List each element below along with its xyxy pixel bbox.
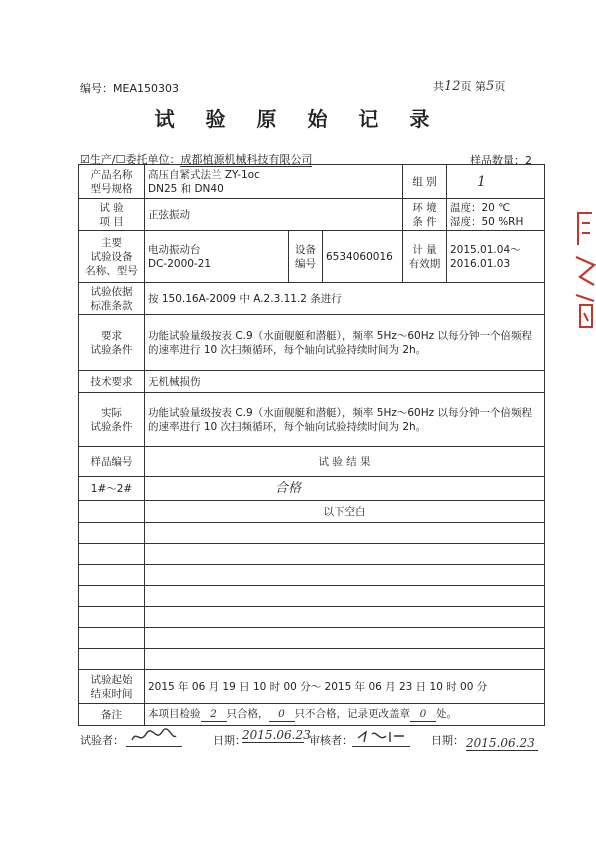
remark-text: 只不合格，记录更改盖章 bbox=[294, 708, 410, 720]
blank-cell bbox=[79, 523, 145, 544]
tech-requirement-value: 无机械损伤 bbox=[145, 371, 545, 393]
tech-requirement-label: 技术要求 bbox=[79, 371, 145, 393]
sample-no-label: 样品编号 bbox=[79, 447, 145, 477]
seal-mark bbox=[572, 205, 596, 345]
pages-prefix: 共 bbox=[433, 80, 444, 93]
page-title: 试 验 原 始 记 录 bbox=[154, 107, 442, 131]
entrust-checkbox: ☐ bbox=[115, 153, 126, 166]
product-label: 产品名称 型号规格 bbox=[79, 165, 145, 199]
tester-signature bbox=[126, 726, 182, 747]
blank-cell bbox=[79, 565, 145, 586]
time-label: 试验起始 结束时间 bbox=[79, 670, 145, 704]
group-label: 组 别 bbox=[403, 165, 447, 199]
blank-cell bbox=[79, 628, 145, 649]
pages-mid: 页 第 bbox=[460, 80, 487, 93]
blank-cell bbox=[79, 586, 145, 607]
result-label: 试 验 结 果 bbox=[145, 447, 545, 477]
pages-suffix: 页 bbox=[494, 80, 506, 93]
group-value: 1 bbox=[447, 165, 545, 199]
remark-value bbox=[145, 704, 545, 726]
validity-label: 计 量 有效期 bbox=[403, 231, 447, 283]
blank-cell bbox=[145, 607, 545, 628]
tester-label: 试验者： bbox=[80, 734, 124, 747]
blank-cell bbox=[145, 565, 545, 586]
test-item-value: 正弦振动 bbox=[145, 199, 403, 231]
page-number: 5 bbox=[486, 79, 495, 94]
sample-count: 样品数量：2 bbox=[470, 154, 532, 167]
equipment-label: 主要 试验设备 名称、型号 bbox=[79, 231, 145, 283]
production-label: 生产/ bbox=[89, 153, 116, 166]
actual-conditions-label: 实际 试验条件 bbox=[79, 393, 145, 447]
blank-cell bbox=[79, 607, 145, 628]
blank-cell bbox=[79, 544, 145, 565]
blank-cell bbox=[145, 649, 545, 670]
production-checkbox: ☑ bbox=[80, 153, 90, 166]
reviewer-signature bbox=[352, 726, 410, 747]
tester-date: 2015.06.23 bbox=[242, 728, 311, 742]
required-conditions-label: 要求 试验条件 bbox=[79, 315, 145, 371]
product-value: 高压自紧式法兰 ZY-1oc DN25 和 DN40 bbox=[145, 165, 403, 199]
blank-cell bbox=[145, 628, 545, 649]
record-table bbox=[78, 164, 545, 726]
blank-cell bbox=[145, 523, 545, 544]
reviewer-signature-mark bbox=[352, 726, 410, 746]
validity-value: 2015.01.04～ 2016.01.03 bbox=[447, 231, 545, 283]
remark-text: 只合格， bbox=[226, 708, 269, 720]
environment-label: 环 境 条 件 bbox=[403, 199, 447, 231]
sample-no-value: 1#～2# bbox=[79, 477, 145, 501]
date-label-2: 日期： bbox=[431, 734, 464, 747]
time-value: 2015 年 06 月 19 日 10 时 00 分～ 2015 年 06 月 23 日 10 时 00 分 bbox=[145, 670, 545, 704]
tester-signature-mark bbox=[126, 726, 182, 746]
result-value: 合格 bbox=[145, 477, 545, 501]
blank-cell bbox=[79, 649, 145, 670]
remark-text: 本项目检验 bbox=[148, 708, 201, 720]
remark-label: 备注 bbox=[79, 704, 145, 726]
basis-label: 试验依据 标准条款 bbox=[79, 283, 145, 315]
equipment-no-label: 设备 编号 bbox=[289, 231, 323, 283]
actual-conditions-value: 功能试验量级按表 C.9（水面舰艇和潜艇），频率 5Hz～60Hz 以每分钟一个倍频程的速率进行 10 次扫频循环，每个轴向试验持续时间为 2h。 bbox=[145, 393, 545, 447]
blank-cell bbox=[79, 501, 145, 523]
remark-fail-count: 0 bbox=[269, 707, 295, 722]
equipment-value: 电动振动台 DC-2000-21 bbox=[145, 231, 289, 283]
reviewer-label: 审核者： bbox=[309, 734, 353, 747]
reviewer-date: 2015.06.23 bbox=[466, 736, 538, 751]
date-label-1: 日期： bbox=[213, 734, 246, 747]
page-counter bbox=[433, 78, 505, 94]
pages-total: 12 bbox=[444, 79, 461, 94]
basis-value: 按 150.16A-2009 中 A.2.3.11.2 条进行 bbox=[145, 283, 545, 315]
blank-note: 以下空白 bbox=[145, 501, 545, 523]
remark-text: 处。 bbox=[436, 708, 457, 720]
record-number: 编号：MEA150303 bbox=[80, 82, 179, 95]
equipment-no-value: 6534060016 bbox=[323, 231, 403, 283]
client-name: 成都植源机械科技有限公司 bbox=[180, 153, 313, 166]
remark-change-count: 0 bbox=[410, 707, 436, 722]
blank-cell bbox=[145, 586, 545, 607]
remark-pass-count: 2 bbox=[201, 707, 227, 722]
blank-cell bbox=[145, 544, 545, 565]
test-item-label: 试 验 项 目 bbox=[79, 199, 145, 231]
partial-seal bbox=[572, 205, 596, 345]
required-conditions-value: 功能试验量级按表 C.9（水面舰艇和潜艇），频率 5Hz～60Hz 以每分钟一个倍频程的速率进行 10 次扫频循环，每个轴向试验持续时间为 2h。 bbox=[145, 315, 545, 371]
entrust-label: 委托单位： bbox=[125, 153, 181, 166]
environment-value: 温度：20 ℃ 湿度：50 %RH bbox=[447, 199, 545, 231]
